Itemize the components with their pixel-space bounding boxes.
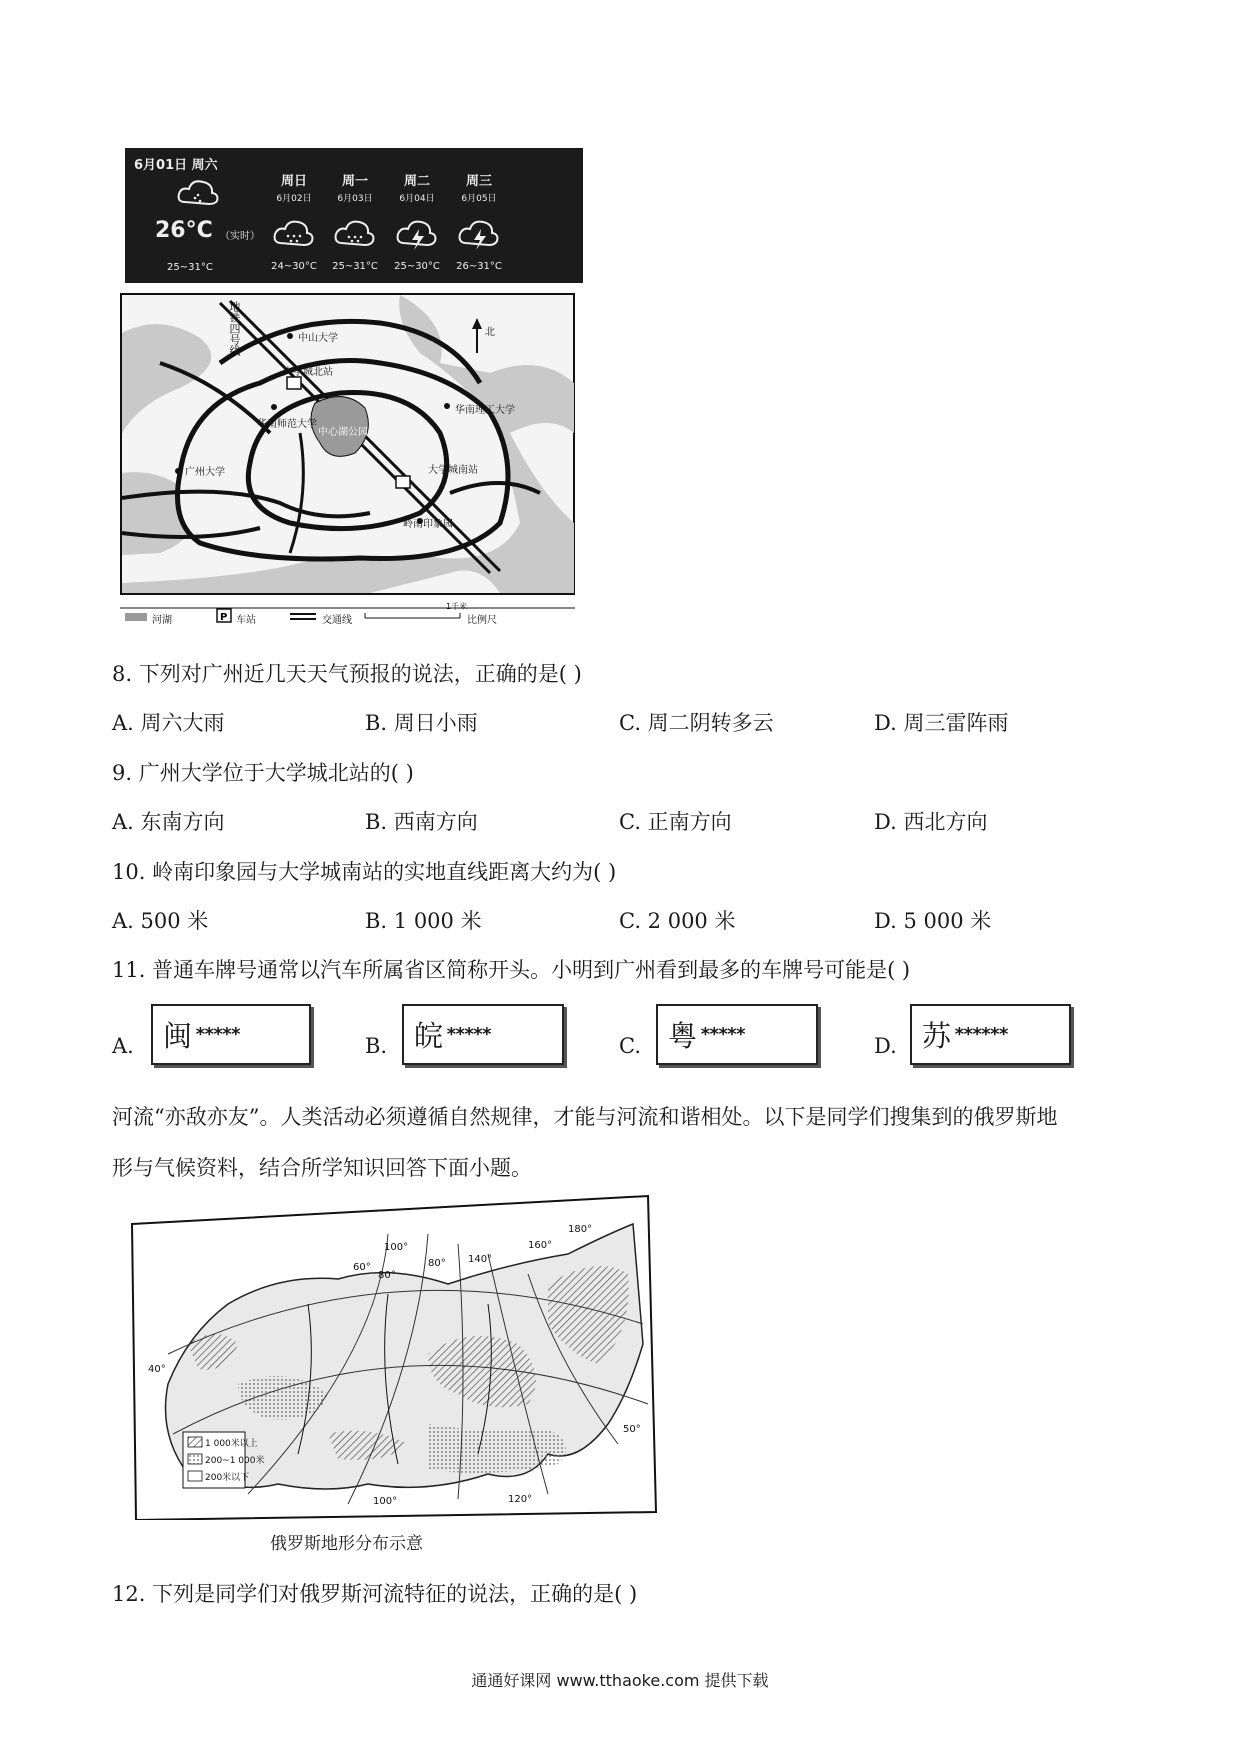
map-label-sysu: 中山大学 <box>298 333 338 344</box>
forecast-day-name: 周一 <box>341 174 368 189</box>
question-11: 11. 普通车牌号通常以汽车所属省区简称开头。小明到广州看到最多的车牌号可能是( ) <box>112 958 911 982</box>
metro-line-label: 地铁四号线 <box>228 301 241 356</box>
plate-province-char: 苏 <box>922 1019 952 1053</box>
svg-text:P: P <box>220 612 228 623</box>
degree-label: 100° <box>384 1242 409 1253</box>
legend-road: 交通线 <box>322 615 352 626</box>
q11-option-c-plate <box>656 1004 818 1065</box>
plate-province-char: 闽 <box>163 1019 193 1053</box>
rain-icon <box>173 174 223 214</box>
today-note: （实时） <box>220 231 260 242</box>
forecast-range: 26~31°C <box>456 261 502 272</box>
thunderstorm-icon <box>455 215 503 253</box>
q10-option-c: C. 2 000 米 <box>619 909 736 933</box>
forecast-day <box>447 170 511 272</box>
russia-terrain-map <box>128 1194 658 1520</box>
q10-option-b: B. 1 000 米 <box>365 909 482 933</box>
rain-icon <box>270 215 318 253</box>
degree-label: 100° <box>373 1496 398 1507</box>
map-label-gzhu: 广州大学 <box>185 467 225 478</box>
q10-option-a: A. 500 米 <box>112 909 209 933</box>
q11-option-d-plate <box>910 1004 1071 1065</box>
legend-mid: 200~1 000米 <box>205 1456 265 1466</box>
legend-scale-value: 1千米 <box>446 602 468 611</box>
legend-high: 1 000米以上 <box>205 1439 258 1449</box>
legend-water: 河湖 <box>152 615 172 626</box>
q10-option-d: D. 5 000 米 <box>874 909 992 933</box>
q11-option-a-letter: A. <box>112 1034 134 1058</box>
map-label-lingnan: 岭南印象园 <box>403 519 453 530</box>
question-8: 8. 下列对广州近几天天气预报的说法，正确的是( ) <box>112 662 582 686</box>
forecast-date: 6月03日 <box>337 194 373 204</box>
q11-option-c-letter: C. <box>619 1034 641 1058</box>
today-range: 25~31°C <box>167 262 213 273</box>
degree-label: 80° <box>378 1270 396 1281</box>
map-label-north-station: 大学城北站 <box>283 367 333 378</box>
degree-label: 50° <box>623 1424 641 1435</box>
q11-option-b-plate <box>402 1004 564 1065</box>
north-label: 北 <box>485 327 495 338</box>
plate-province-char: 皖 <box>414 1019 444 1053</box>
map-label-scut: 华南理工大学 <box>455 405 515 416</box>
plate-stars: ***** <box>195 1024 240 1045</box>
forecast-date: 6月05日 <box>461 194 497 204</box>
map-label-center-park: 中心湖公园 <box>318 427 368 438</box>
q9-option-a: A. 东南方向 <box>112 810 225 834</box>
q9-option-c: C. 正南方向 <box>619 810 732 834</box>
q11-option-a-plate <box>151 1004 311 1065</box>
q9-option-d: D. 西北方向 <box>874 810 988 834</box>
forecast-day-name: 周日 <box>280 174 307 189</box>
q8-option-b: B. 周日小雨 <box>365 711 478 735</box>
forecast-range: 24~30°C <box>271 261 317 272</box>
forecast-range: 25~31°C <box>332 261 378 272</box>
forecast-date: 6月02日 <box>276 194 312 204</box>
passage-line-2: 形与气候资料，结合所学知识回答下面小题。 <box>112 1156 532 1180</box>
russia-map-caption: 俄罗斯地形分布示意 <box>270 1534 423 1554</box>
rain-icon <box>331 215 379 253</box>
legend-station: 车站 <box>236 615 256 626</box>
university-town-map-graphic <box>120 293 575 628</box>
degree-label: 60° <box>353 1262 371 1273</box>
question-10: 10. 岭南印象园与大学城南站的实地直线距离大约为( ) <box>112 860 617 884</box>
passage-line-1: 河流“亦敌亦友”。人类活动必须遵循自然规律，才能与河流和谐相处。以下是同学们搜集到的俄罗斯地 <box>112 1105 1058 1129</box>
forecast-day <box>385 170 449 272</box>
plate-stars: ***** <box>446 1024 491 1045</box>
forecast-day-name: 周三 <box>465 174 492 189</box>
page-footer: 通通好课网 www.tthaoke.com 提供下载 <box>471 1671 769 1690</box>
today-temperature: 26°C <box>155 218 213 243</box>
q11-option-b-letter: B. <box>365 1034 388 1058</box>
legend-scale: 比例尺 <box>467 615 497 626</box>
map-label-south-station: 大学城南站 <box>428 465 478 476</box>
degree-label: 140° <box>468 1254 493 1265</box>
degree-label: 80° <box>428 1258 446 1269</box>
forecast-day <box>262 170 326 272</box>
q8-option-d: D. 周三雷阵雨 <box>874 711 1009 735</box>
q9-option-b: B. 西南方向 <box>365 810 478 834</box>
university-town-map <box>120 293 575 628</box>
forecast-day-name: 周二 <box>403 174 430 189</box>
q8-option-a: A. 周六大雨 <box>112 711 225 735</box>
forecast-date: 6月04日 <box>399 194 435 204</box>
degree-label: 160° <box>528 1240 553 1251</box>
q8-option-c: C. 周二阴转多云 <box>619 711 774 735</box>
plate-province-char: 粤 <box>668 1019 698 1053</box>
q11-option-d-letter: D. <box>874 1034 897 1058</box>
question-9: 9. 广州大学位于大学城北站的( ) <box>112 761 414 785</box>
legend-water-swatch <box>125 613 147 621</box>
today-date: 6月01日 周六 <box>134 158 218 173</box>
question-12: 12. 下列是同学们对俄罗斯河流特征的说法，正确的是( ) <box>112 1582 638 1606</box>
degree-label: 120° <box>508 1494 533 1505</box>
degree-label: 40° <box>148 1364 166 1375</box>
thunderstorm-icon <box>393 215 441 253</box>
forecast-range: 25~30°C <box>394 261 440 272</box>
forecast-day <box>323 170 387 272</box>
degree-label: 180° <box>568 1224 593 1235</box>
weather-forecast-panel <box>125 148 583 283</box>
plate-stars: ****** <box>954 1024 1008 1045</box>
legend-low: 200米以下 <box>205 1473 250 1483</box>
map-label-normal-university: 华南师范大学 <box>257 419 317 430</box>
plate-stars: ***** <box>700 1024 745 1045</box>
